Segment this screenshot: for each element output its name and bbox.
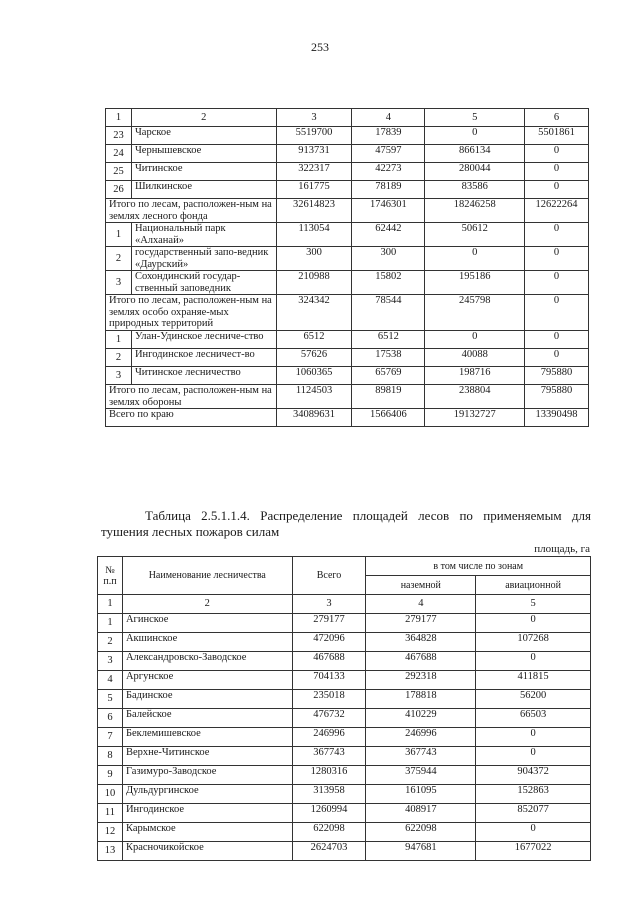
row-number: 2 <box>106 247 132 271</box>
row-name: Ингодинское <box>122 804 292 823</box>
row-number: 6 <box>98 709 123 728</box>
total-value: 78544 <box>352 295 425 331</box>
row-name: Национальный парк «Алханай» <box>131 223 276 247</box>
row-name: Чарское <box>131 127 276 145</box>
column-number: 1 <box>106 109 132 127</box>
row-value: 0 <box>425 247 525 271</box>
table-row <box>98 614 591 633</box>
total-label: Всего по краю <box>106 409 277 427</box>
column-number: 2 <box>131 109 276 127</box>
row-number: 9 <box>98 766 123 785</box>
total-value: 34089631 <box>276 409 352 427</box>
table-row <box>106 367 589 385</box>
table-row <box>98 842 591 861</box>
table-row <box>98 709 591 728</box>
total-label: Итого по лесам, расположен-ным на землях особо охраняе-мых природных территорий <box>106 295 277 331</box>
table-row <box>98 633 591 652</box>
row-value: 42273 <box>352 163 425 181</box>
row-number: 3 <box>106 271 132 295</box>
row-number: 25 <box>106 163 132 181</box>
row-total: 246996 <box>292 728 366 747</box>
total-label: Итого по лесам, расположен-ным на землях лесного фонда <box>106 199 277 223</box>
row-aviation: 1677022 <box>476 842 591 861</box>
table-row <box>106 223 589 247</box>
row-name: Александровско-Заводское <box>122 652 292 671</box>
row-name: Дульдургинское <box>122 785 292 804</box>
row-name: государственный запо-ведник «Даурский» <box>131 247 276 271</box>
total-value: 238804 <box>425 385 525 409</box>
row-value: 0 <box>525 349 589 367</box>
row-name: Бадинское <box>122 690 292 709</box>
row-value: 0 <box>525 163 589 181</box>
row-number: 4 <box>98 671 123 690</box>
row-number: 8 <box>98 747 123 766</box>
row-aviation: 0 <box>476 652 591 671</box>
row-ground: 467688 <box>366 652 476 671</box>
forest-area-table-body <box>106 109 589 427</box>
total-value: 32614823 <box>276 199 352 223</box>
row-ground: 246996 <box>366 728 476 747</box>
row-value: 5501861 <box>525 127 589 145</box>
row-number: 7 <box>98 728 123 747</box>
row-aviation: 56200 <box>476 690 591 709</box>
total-value: 13390498 <box>525 409 589 427</box>
row-aviation: 411815 <box>476 671 591 690</box>
row-total: 476732 <box>292 709 366 728</box>
row-ground: 622098 <box>366 823 476 842</box>
row-value: 198716 <box>425 367 525 385</box>
page-number: 253 <box>311 40 329 54</box>
row-value: 40088 <box>425 349 525 367</box>
row-name: Ингодинское лесничест-во <box>131 349 276 367</box>
row-name: Улан-Удинское лесниче-ство <box>131 331 276 349</box>
unit-label: площадь, га <box>534 543 590 555</box>
row-number: 1 <box>106 331 132 349</box>
row-total: 622098 <box>292 823 366 842</box>
row-value: 300 <box>276 247 352 271</box>
row-number: 5 <box>98 690 123 709</box>
row-number: 24 <box>106 145 132 163</box>
row-ground: 375944 <box>366 766 476 785</box>
table-row <box>98 690 591 709</box>
row-value: 280044 <box>425 163 525 181</box>
row-aviation: 152863 <box>476 785 591 804</box>
row-aviation: 0 <box>476 747 591 766</box>
row-total: 2624703 <box>292 842 366 861</box>
row-value: 322317 <box>276 163 352 181</box>
row-value: 17839 <box>352 127 425 145</box>
row-value: 83586 <box>425 181 525 199</box>
col-ground-header: наземной <box>366 576 476 595</box>
row-name: Сохондинский государ-ственный заповедник <box>131 271 276 295</box>
row-number: 1 <box>106 223 132 247</box>
row-number: 2 <box>106 349 132 367</box>
row-number: 13 <box>98 842 123 861</box>
row-ground: 279177 <box>366 614 476 633</box>
row-name: Аргунское <box>122 671 292 690</box>
total-value: 1124503 <box>276 385 352 409</box>
row-aviation: 904372 <box>476 766 591 785</box>
column-number: 2 <box>122 595 292 614</box>
row-name: Газимуро-Заводское <box>122 766 292 785</box>
table-caption <box>101 508 591 541</box>
col-total-header: Всего <box>292 557 366 595</box>
row-value: 300 <box>352 247 425 271</box>
total-value: 245798 <box>425 295 525 331</box>
row-ground: 367743 <box>366 747 476 766</box>
column-number: 4 <box>352 109 425 127</box>
table-row <box>98 785 591 804</box>
row-name: Верхне-Читинское <box>122 747 292 766</box>
table-caption-text: Таблица 2.5.1.1.4. Распределение площадей лесов по применяемым для тушения лесных пожаров силам <box>101 508 591 540</box>
row-value: 161775 <box>276 181 352 199</box>
row-name: Красночикойское <box>122 842 292 861</box>
table-row <box>98 728 591 747</box>
row-aviation: 0 <box>476 823 591 842</box>
row-number: 23 <box>106 127 132 145</box>
row-total: 1280316 <box>292 766 366 785</box>
row-value: 0 <box>525 331 589 349</box>
column-number-row <box>106 109 589 127</box>
row-total: 472096 <box>292 633 366 652</box>
row-number: 11 <box>98 804 123 823</box>
row-name: Акшинское <box>122 633 292 652</box>
row-value: 5519700 <box>276 127 352 145</box>
row-name: Читинское <box>131 163 276 181</box>
total-value: 0 <box>525 295 589 331</box>
total-forest-fund-row <box>106 199 589 223</box>
grand-total-row <box>106 409 589 427</box>
column-number-row <box>98 595 591 614</box>
table-row <box>98 671 591 690</box>
row-value: 0 <box>525 223 589 247</box>
table-row <box>106 145 589 163</box>
row-number: 12 <box>98 823 123 842</box>
table-row <box>106 247 589 271</box>
row-name: Агинское <box>122 614 292 633</box>
total-value: 795880 <box>525 385 589 409</box>
row-aviation: 0 <box>476 728 591 747</box>
row-number: 3 <box>106 367 132 385</box>
fire-zones-table-body <box>98 614 591 861</box>
row-value: 6512 <box>276 331 352 349</box>
col-name-header: Наименование лесничества <box>122 557 292 595</box>
row-name: Чернышевское <box>131 145 276 163</box>
table-row <box>98 652 591 671</box>
total-value: 324342 <box>276 295 352 331</box>
row-name: Карымское <box>122 823 292 842</box>
table-row <box>106 127 589 145</box>
row-value: 0 <box>525 247 589 271</box>
column-number: 3 <box>292 595 366 614</box>
row-number: 2 <box>98 633 123 652</box>
row-value: 113054 <box>276 223 352 247</box>
row-value: 50612 <box>425 223 525 247</box>
row-name: Читинское лесничество <box>131 367 276 385</box>
row-number: 3 <box>98 652 123 671</box>
row-value: 913731 <box>276 145 352 163</box>
total-value: 19132727 <box>425 409 525 427</box>
row-value: 62442 <box>352 223 425 247</box>
table-row <box>106 331 589 349</box>
row-ground: 947681 <box>366 842 476 861</box>
row-number: 1 <box>98 614 123 633</box>
row-value: 795880 <box>525 367 589 385</box>
row-value: 195186 <box>425 271 525 295</box>
row-value: 6512 <box>352 331 425 349</box>
row-value: 0 <box>525 145 589 163</box>
column-number: 3 <box>276 109 352 127</box>
total-protected-row <box>106 295 589 331</box>
header-row <box>98 557 591 576</box>
row-value: 0 <box>525 181 589 199</box>
row-total: 704133 <box>292 671 366 690</box>
total-label: Итого по лесам, расположен-ным на землях обороны <box>106 385 277 409</box>
col-zones-header: в том числе по зонам <box>366 557 591 576</box>
row-aviation: 0 <box>476 614 591 633</box>
row-ground: 178818 <box>366 690 476 709</box>
row-name: Шилкинское <box>131 181 276 199</box>
row-name: Балейское <box>122 709 292 728</box>
total-value: 89819 <box>352 385 425 409</box>
table-row <box>98 766 591 785</box>
row-value: 0 <box>525 271 589 295</box>
total-defense-row <box>106 385 589 409</box>
table-row <box>106 271 589 295</box>
forest-area-table <box>105 108 589 427</box>
row-value: 57626 <box>276 349 352 367</box>
row-value: 47597 <box>352 145 425 163</box>
row-aviation: 66503 <box>476 709 591 728</box>
row-total: 279177 <box>292 614 366 633</box>
table-row <box>106 349 589 367</box>
row-value: 1060365 <box>276 367 352 385</box>
row-value: 65769 <box>352 367 425 385</box>
row-aviation: 852077 <box>476 804 591 823</box>
row-number: 26 <box>106 181 132 199</box>
row-total: 367743 <box>292 747 366 766</box>
column-number: 6 <box>525 109 589 127</box>
column-number: 4 <box>366 595 476 614</box>
table-row <box>98 804 591 823</box>
row-ground: 292318 <box>366 671 476 690</box>
row-aviation: 107268 <box>476 633 591 652</box>
row-name: Беклемишевское <box>122 728 292 747</box>
row-value: 0 <box>425 127 525 145</box>
total-value: 1566406 <box>352 409 425 427</box>
row-total: 467688 <box>292 652 366 671</box>
row-value: 78189 <box>352 181 425 199</box>
table-row <box>106 181 589 199</box>
row-ground: 408917 <box>366 804 476 823</box>
column-number: 5 <box>476 595 591 614</box>
row-ground: 161095 <box>366 785 476 804</box>
row-value: 0 <box>425 331 525 349</box>
total-value: 18246258 <box>425 199 525 223</box>
column-number: 5 <box>425 109 525 127</box>
row-total: 235018 <box>292 690 366 709</box>
table-row <box>98 747 591 766</box>
col-num-header: № п.п <box>98 557 123 595</box>
row-value: 210988 <box>276 271 352 295</box>
row-ground: 410229 <box>366 709 476 728</box>
col-aviation-header: авиационной <box>476 576 591 595</box>
fire-zones-table-head <box>98 557 591 614</box>
total-value: 12622264 <box>525 199 589 223</box>
row-value: 17538 <box>352 349 425 367</box>
table-row <box>106 163 589 181</box>
row-total: 1260994 <box>292 804 366 823</box>
row-ground: 364828 <box>366 633 476 652</box>
row-number: 10 <box>98 785 123 804</box>
total-value: 1746301 <box>352 199 425 223</box>
table-row <box>98 823 591 842</box>
row-value: 866134 <box>425 145 525 163</box>
fire-zones-table <box>97 556 591 861</box>
row-total: 313958 <box>292 785 366 804</box>
column-number: 1 <box>98 595 123 614</box>
row-value: 15802 <box>352 271 425 295</box>
